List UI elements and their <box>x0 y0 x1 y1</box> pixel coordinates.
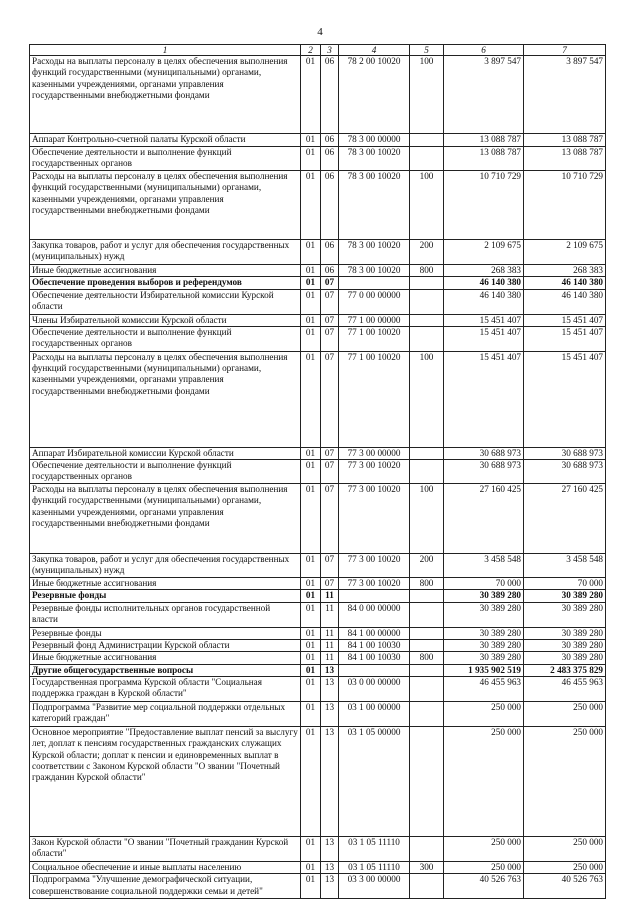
cell-name: Расходы на выплаты персоналу в целях обеспечения выполнения функций государственными (муниципальными) органами, казенными учреждениями, органами управления государственными внебюджетными фондами <box>30 351 301 447</box>
cell-section: 01 <box>301 726 321 836</box>
cell-section: 01 <box>301 314 321 326</box>
cell-amount-2: 250 000 <box>524 836 606 861</box>
cell-amount-2: 27 160 425 <box>524 484 606 554</box>
cell-amount-1: 30 389 280 <box>444 627 524 639</box>
table-body <box>30 56 606 899</box>
cell-expense-type <box>410 874 444 899</box>
cell-expense-type <box>410 836 444 861</box>
cell-name: Другие общегосударственные вопросы <box>30 664 301 676</box>
cell-subsection: 06 <box>321 240 339 265</box>
cell-subsection: 07 <box>321 460 339 484</box>
cell-subsection: 07 <box>321 277 339 289</box>
cell-target-article: 03 1 05 00000 <box>339 726 410 836</box>
cell-target-article: 78 2 00 10020 <box>339 56 410 134</box>
cell-target-article <box>339 277 410 289</box>
cell-target-article: 03 0 00 00000 <box>339 676 410 701</box>
cell-amount-2: 250 000 <box>524 861 606 873</box>
table-row <box>30 861 606 873</box>
cell-subsection: 06 <box>321 147 339 171</box>
cell-subsection: 11 <box>321 590 339 602</box>
table-row <box>30 447 606 459</box>
table-row <box>30 484 606 554</box>
cell-subsection: 13 <box>321 874 339 899</box>
table-row <box>30 664 606 676</box>
cell-target-article: 77 0 00 00000 <box>339 289 410 314</box>
cell-name: Расходы на выплаты персоналу в целях обеспечения выполнения функций государственными (муниципальными) органами, казенными учреждениями, органами управления государственными внебюджетными фондами <box>30 56 301 134</box>
cell-amount-2: 30 389 280 <box>524 627 606 639</box>
cell-name: Резервные фонды исполнительных органов государственной власти <box>30 602 301 627</box>
cell-subsection: 13 <box>321 836 339 861</box>
cell-name: Расходы на выплаты персоналу в целях обеспечения выполнения функций государственными (муниципальными) органами, казенными учреждениями, органами управления государственными внебюджетными фондами <box>30 171 301 240</box>
cell-amount-2: 268 383 <box>524 265 606 277</box>
cell-target-article: 03 1 00 00000 <box>339 701 410 726</box>
cell-amount-2: 40 526 763 <box>524 874 606 899</box>
cell-amount-1: 70 000 <box>444 578 524 590</box>
cell-expense-type: 800 <box>410 265 444 277</box>
table-row <box>30 701 606 726</box>
cell-subsection: 13 <box>321 726 339 836</box>
cell-expense-type <box>410 640 444 652</box>
cell-name: Подпрограмма "Развитие мер социальной поддержки отдельных категорий граждан" <box>30 701 301 726</box>
cell-target-article: 78 3 00 00000 <box>339 134 410 147</box>
page-number: 4 <box>317 26 323 38</box>
cell-amount-1: 46 140 380 <box>444 289 524 314</box>
cell-subsection: 06 <box>321 171 339 240</box>
cell-expense-type: 800 <box>410 578 444 590</box>
cell-section: 01 <box>301 836 321 861</box>
cell-subsection: 13 <box>321 664 339 676</box>
cell-target-article: 78 3 00 10020 <box>339 171 410 240</box>
cell-expense-type: 200 <box>410 554 444 578</box>
cell-section: 01 <box>301 652 321 664</box>
cell-section: 01 <box>301 277 321 289</box>
cell-amount-1: 27 160 425 <box>444 484 524 554</box>
cell-section: 01 <box>301 676 321 701</box>
cell-amount-1: 13 088 787 <box>444 134 524 147</box>
header-cell-expense-type: 5 <box>410 45 444 56</box>
cell-target-article: 78 3 00 10020 <box>339 265 410 277</box>
cell-section: 01 <box>301 701 321 726</box>
cell-amount-2: 15 451 407 <box>524 351 606 447</box>
cell-section: 01 <box>301 554 321 578</box>
cell-subsection: 11 <box>321 602 339 627</box>
cell-name: Резервные фонды <box>30 590 301 602</box>
cell-name: Обеспечение проведения выборов и референдумов <box>30 277 301 289</box>
header-cell-subsection: 3 <box>321 45 339 56</box>
cell-expense-type <box>410 277 444 289</box>
cell-section: 01 <box>301 351 321 447</box>
cell-name: Закупка товаров, работ и услуг для обеспечения государственных (муниципальных) нужд <box>30 240 301 265</box>
cell-subsection: 11 <box>321 652 339 664</box>
cell-amount-1: 250 000 <box>444 726 524 836</box>
table-row <box>30 578 606 590</box>
cell-expense-type <box>410 701 444 726</box>
cell-amount-1: 30 389 280 <box>444 640 524 652</box>
cell-amount-2: 15 451 407 <box>524 326 606 351</box>
cell-amount-2: 30 389 280 <box>524 640 606 652</box>
table-row <box>30 627 606 639</box>
cell-name: Иные бюджетные ассигнования <box>30 578 301 590</box>
table-row <box>30 652 606 664</box>
cell-amount-1: 15 451 407 <box>444 314 524 326</box>
cell-target-article <box>339 664 410 676</box>
cell-name: Основное мероприятие "Предоставление выплат пенсий за выслугу лет, доплат к пенсиям государственных гражданских служащих Курской области; доплат к пенсии и единовременных выплат в соответствии с Законом Курской области "О звании "Почетный гражданин Курской области" <box>30 726 301 836</box>
cell-name: Социальное обеспечение и иные выплаты населению <box>30 861 301 873</box>
cell-amount-1: 40 526 763 <box>444 874 524 899</box>
cell-amount-2: 30 688 973 <box>524 460 606 484</box>
cell-amount-2: 10 710 729 <box>524 171 606 240</box>
cell-name: Обеспечение деятельности Избирательной комиссии Курской области <box>30 289 301 314</box>
table-row <box>30 676 606 701</box>
cell-amount-1: 15 451 407 <box>444 326 524 351</box>
table-row <box>30 277 606 289</box>
cell-expense-type <box>410 314 444 326</box>
cell-expense-type: 800 <box>410 652 444 664</box>
cell-expense-type: 200 <box>410 240 444 265</box>
cell-subsection: 06 <box>321 134 339 147</box>
cell-section: 01 <box>301 578 321 590</box>
cell-amount-1: 10 710 729 <box>444 171 524 240</box>
cell-expense-type: 300 <box>410 861 444 873</box>
table-row <box>30 56 606 134</box>
cell-amount-1: 268 383 <box>444 265 524 277</box>
cell-subsection: 13 <box>321 676 339 701</box>
cell-target-article: 03 1 05 11110 <box>339 836 410 861</box>
cell-amount-1: 30 389 280 <box>444 590 524 602</box>
cell-name: Члены Избирательной комиссии Курской области <box>30 314 301 326</box>
cell-name: Обеспечение деятельности и выполнение функций государственных органов <box>30 147 301 171</box>
cell-name: Подпрограмма "Улучшение демографической ситуации, совершенствование социальной поддержки семьи и детей" <box>30 874 301 899</box>
cell-amount-2: 30 389 280 <box>524 652 606 664</box>
cell-amount-1: 46 455 963 <box>444 676 524 701</box>
cell-target-article: 84 1 00 00000 <box>339 627 410 639</box>
cell-subsection: 07 <box>321 554 339 578</box>
table-row <box>30 240 606 265</box>
cell-section: 01 <box>301 171 321 240</box>
cell-section: 01 <box>301 627 321 639</box>
header-cell-amount-1: 6 <box>444 45 524 56</box>
cell-amount-2: 70 000 <box>524 578 606 590</box>
cell-amount-1: 30 389 280 <box>444 602 524 627</box>
cell-amount-2: 250 000 <box>524 701 606 726</box>
cell-subsection: 07 <box>321 447 339 459</box>
cell-target-article: 77 1 00 10020 <box>339 326 410 351</box>
cell-amount-2: 46 140 380 <box>524 277 606 289</box>
cell-amount-2: 30 389 280 <box>524 602 606 627</box>
cell-section: 01 <box>301 602 321 627</box>
cell-target-article: 77 3 00 10020 <box>339 554 410 578</box>
cell-expense-type: 100 <box>410 56 444 134</box>
cell-subsection: 07 <box>321 289 339 314</box>
cell-subsection: 07 <box>321 578 339 590</box>
budget-table <box>29 44 606 899</box>
table-row <box>30 326 606 351</box>
cell-section: 01 <box>301 134 321 147</box>
table-row <box>30 640 606 652</box>
cell-amount-1: 30 688 973 <box>444 447 524 459</box>
cell-section: 01 <box>301 460 321 484</box>
cell-subsection: 07 <box>321 484 339 554</box>
cell-target-article <box>339 590 410 602</box>
table-row <box>30 874 606 899</box>
cell-section: 01 <box>301 56 321 134</box>
cell-subsection: 11 <box>321 627 339 639</box>
cell-expense-type <box>410 590 444 602</box>
table-row <box>30 314 606 326</box>
cell-amount-1: 250 000 <box>444 861 524 873</box>
cell-amount-1: 250 000 <box>444 836 524 861</box>
table-row <box>30 460 606 484</box>
cell-amount-1: 15 451 407 <box>444 351 524 447</box>
cell-expense-type <box>410 289 444 314</box>
cell-amount-2: 30 389 280 <box>524 590 606 602</box>
cell-target-article: 78 3 00 10020 <box>339 147 410 171</box>
header-cell-amount-2: 7 <box>524 45 606 56</box>
cell-expense-type <box>410 134 444 147</box>
table-header <box>30 45 606 56</box>
cell-expense-type <box>410 326 444 351</box>
cell-target-article: 84 1 00 10030 <box>339 652 410 664</box>
cell-amount-2: 30 688 973 <box>524 447 606 459</box>
header-cell-target-article: 4 <box>339 45 410 56</box>
cell-section: 01 <box>301 147 321 171</box>
cell-amount-1: 46 140 380 <box>444 277 524 289</box>
cell-expense-type <box>410 447 444 459</box>
cell-amount-2: 2 109 675 <box>524 240 606 265</box>
cell-name: Государственная программа Курской области "Социальная поддержка граждан в Курской области" <box>30 676 301 701</box>
cell-target-article: 03 3 00 00000 <box>339 874 410 899</box>
cell-section: 01 <box>301 664 321 676</box>
cell-expense-type <box>410 627 444 639</box>
table-row <box>30 351 606 447</box>
table-row <box>30 147 606 171</box>
cell-section: 01 <box>301 265 321 277</box>
cell-target-article: 77 3 00 00000 <box>339 447 410 459</box>
cell-subsection: 07 <box>321 351 339 447</box>
cell-amount-1: 30 389 280 <box>444 652 524 664</box>
cell-expense-type: 100 <box>410 171 444 240</box>
cell-section: 01 <box>301 289 321 314</box>
header-cell-section: 2 <box>301 45 321 56</box>
cell-name: Резервные фонды <box>30 627 301 639</box>
cell-target-article: 78 3 00 10020 <box>339 240 410 265</box>
cell-name: Обеспечение деятельности и выполнение функций государственных органов <box>30 460 301 484</box>
cell-expense-type <box>410 664 444 676</box>
cell-name: Иные бюджетные ассигнования <box>30 265 301 277</box>
cell-amount-2: 46 455 963 <box>524 676 606 701</box>
table-row <box>30 265 606 277</box>
cell-name: Аппарат Избирательной комиссии Курской области <box>30 447 301 459</box>
cell-name: Иные бюджетные ассигнования <box>30 652 301 664</box>
cell-expense-type <box>410 676 444 701</box>
table-row <box>30 134 606 147</box>
cell-amount-2: 250 000 <box>524 726 606 836</box>
cell-target-article: 77 1 00 00000 <box>339 314 410 326</box>
header-cell-name: 1 <box>30 45 301 56</box>
cell-section: 01 <box>301 861 321 873</box>
cell-subsection: 06 <box>321 56 339 134</box>
cell-name: Расходы на выплаты персоналу в целях обеспечения выполнения функций государственными (муниципальными) органами, казенными учреждениями, органами управления государственными внебюджетными фондами <box>30 484 301 554</box>
cell-target-article: 77 3 00 10020 <box>339 578 410 590</box>
cell-subsection: 07 <box>321 326 339 351</box>
table-row <box>30 602 606 627</box>
table-row <box>30 836 606 861</box>
cell-target-article: 77 3 00 10020 <box>339 460 410 484</box>
cell-section: 01 <box>301 640 321 652</box>
cell-amount-2: 13 088 787 <box>524 147 606 171</box>
cell-amount-1: 1 935 902 519 <box>444 664 524 676</box>
cell-amount-1: 2 109 675 <box>444 240 524 265</box>
cell-target-article: 84 0 00 00000 <box>339 602 410 627</box>
table-row <box>30 554 606 578</box>
cell-section: 01 <box>301 240 321 265</box>
cell-amount-1: 3 897 547 <box>444 56 524 134</box>
cell-amount-1: 3 458 548 <box>444 554 524 578</box>
cell-expense-type <box>410 147 444 171</box>
cell-section: 01 <box>301 484 321 554</box>
cell-subsection: 11 <box>321 640 339 652</box>
cell-expense-type: 100 <box>410 351 444 447</box>
cell-name: Обеспечение деятельности и выполнение функций государственных органов <box>30 326 301 351</box>
cell-amount-2: 15 451 407 <box>524 314 606 326</box>
cell-expense-type <box>410 726 444 836</box>
cell-expense-type <box>410 460 444 484</box>
cell-target-article: 03 1 05 11110 <box>339 861 410 873</box>
table-row <box>30 289 606 314</box>
cell-name: Закон Курской области "О звании "Почетный гражданин Курской области" <box>30 836 301 861</box>
table-row <box>30 590 606 602</box>
cell-expense-type: 100 <box>410 484 444 554</box>
cell-amount-2: 46 140 380 <box>524 289 606 314</box>
cell-target-article: 77 1 00 10020 <box>339 351 410 447</box>
cell-subsection: 13 <box>321 701 339 726</box>
cell-subsection: 13 <box>321 861 339 873</box>
cell-target-article: 84 1 00 10030 <box>339 640 410 652</box>
cell-amount-1: 250 000 <box>444 701 524 726</box>
cell-amount-2: 13 088 787 <box>524 134 606 147</box>
cell-amount-2: 3 897 547 <box>524 56 606 134</box>
cell-amount-2: 2 483 375 829 <box>524 664 606 676</box>
table-row <box>30 726 606 836</box>
cell-section: 01 <box>301 447 321 459</box>
cell-amount-2: 3 458 548 <box>524 554 606 578</box>
cell-name: Закупка товаров, работ и услуг для обеспечения государственных (муниципальных) нужд <box>30 554 301 578</box>
cell-expense-type <box>410 602 444 627</box>
cell-subsection: 07 <box>321 314 339 326</box>
cell-subsection: 06 <box>321 265 339 277</box>
cell-section: 01 <box>301 590 321 602</box>
cell-name: Резервный фонд Администрации Курской области <box>30 640 301 652</box>
cell-section: 01 <box>301 326 321 351</box>
table-row <box>30 171 606 240</box>
cell-name: Аппарат Контрольно-счетной палаты Курской области <box>30 134 301 147</box>
cell-amount-1: 13 088 787 <box>444 147 524 171</box>
cell-section: 01 <box>301 874 321 899</box>
cell-target-article: 77 3 00 10020 <box>339 484 410 554</box>
cell-amount-1: 30 688 973 <box>444 460 524 484</box>
